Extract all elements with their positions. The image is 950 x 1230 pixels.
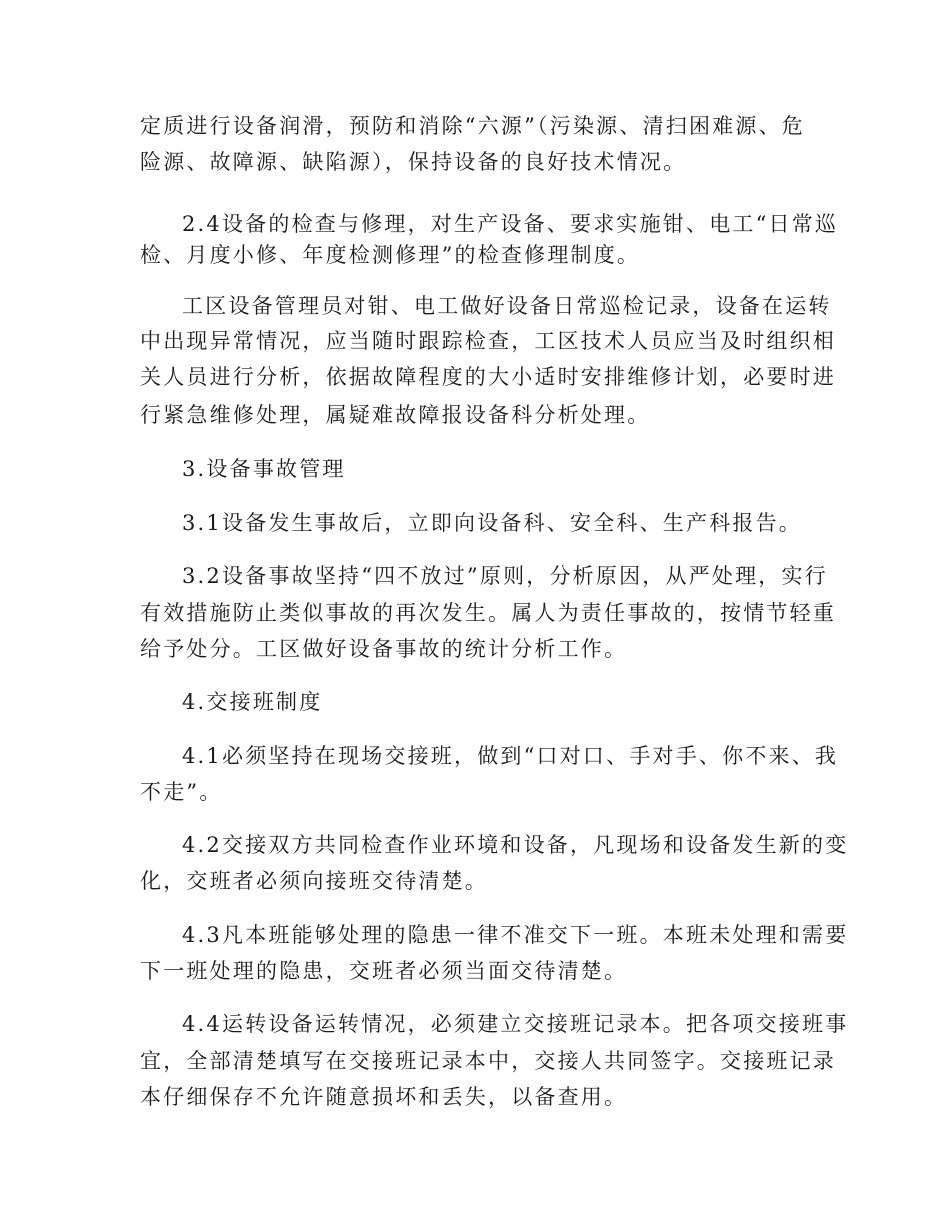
text-line: 4.2交接双方共同检查作业环境和设备，凡现场和设备发生新的变 [182, 833, 849, 857]
text-line: 4.4运转设备运转情况，必须建立交接班记录本。把各项交接班事 [182, 1012, 849, 1036]
text-line: 关人员进行分析，依据故障程度的大小适时安排维修计划，必要时进 [140, 365, 836, 389]
text-line: 检、月度小修、年度检测修理”的检查修理制度。 [140, 243, 641, 267]
text-line: 本仔细保存不允许随意损坏和丢失，以备查用。 [140, 1085, 628, 1109]
text-line: 有效措施防止类似事故的再次发生。属人为责任事故的，按情节轻重 [140, 601, 836, 625]
text-line: 中出现异常情况，应当随时跟踪检查，工区技术人员应当及时组织相 [140, 329, 836, 353]
text-line: 宜，全部清楚填写在交接班记录本中，交接人共同签字。交接班记录 [140, 1049, 836, 1073]
text-line: 给予处分。工区做好设备事故的统计分析工作。 [140, 637, 628, 661]
text-line: 行紧急维修处理，属疑难故障报设备科分析处理。 [140, 403, 651, 427]
text-line: 下一班处理的隐患，交班者必须当面交待清楚。 [140, 959, 628, 983]
section-heading: 3.设备事故管理 [182, 457, 346, 481]
text-line: 工区设备管理员对钳、电工做好设备日常巡检记录，设备在运转 [182, 294, 832, 318]
text-line: 不走”。 [140, 780, 223, 804]
text-line: 化，交班者必须向接班交待清楚。 [140, 869, 488, 893]
section-heading: 4.交接班制度 [182, 690, 323, 714]
text-line: 定质进行设备润滑，预防和消除“六源”（污染源、清扫困难源、危 [140, 114, 805, 138]
text-line: 险源、故障源、缺陷源），保持设备的良好技术情况。 [140, 150, 687, 174]
text-line: 3.2设备事故坚持“四不放过”原则，分析原因，从严处理，实行 [182, 564, 828, 588]
text-line: 4.3凡本班能够处理的隐患一律不准交下一班。本班未处理和需要 [182, 923, 849, 947]
text-line: 3.1设备发生事故后，立即向设备科、安全科、生产科报告。 [182, 511, 802, 535]
text-line: 4.1必须坚持在现场交接班，做到“口对口、手对手、你不来、我 [182, 744, 839, 768]
text-line: 2.4设备的检查与修理，对生产设备、要求实施钳、电工“日常巡 [182, 212, 839, 236]
